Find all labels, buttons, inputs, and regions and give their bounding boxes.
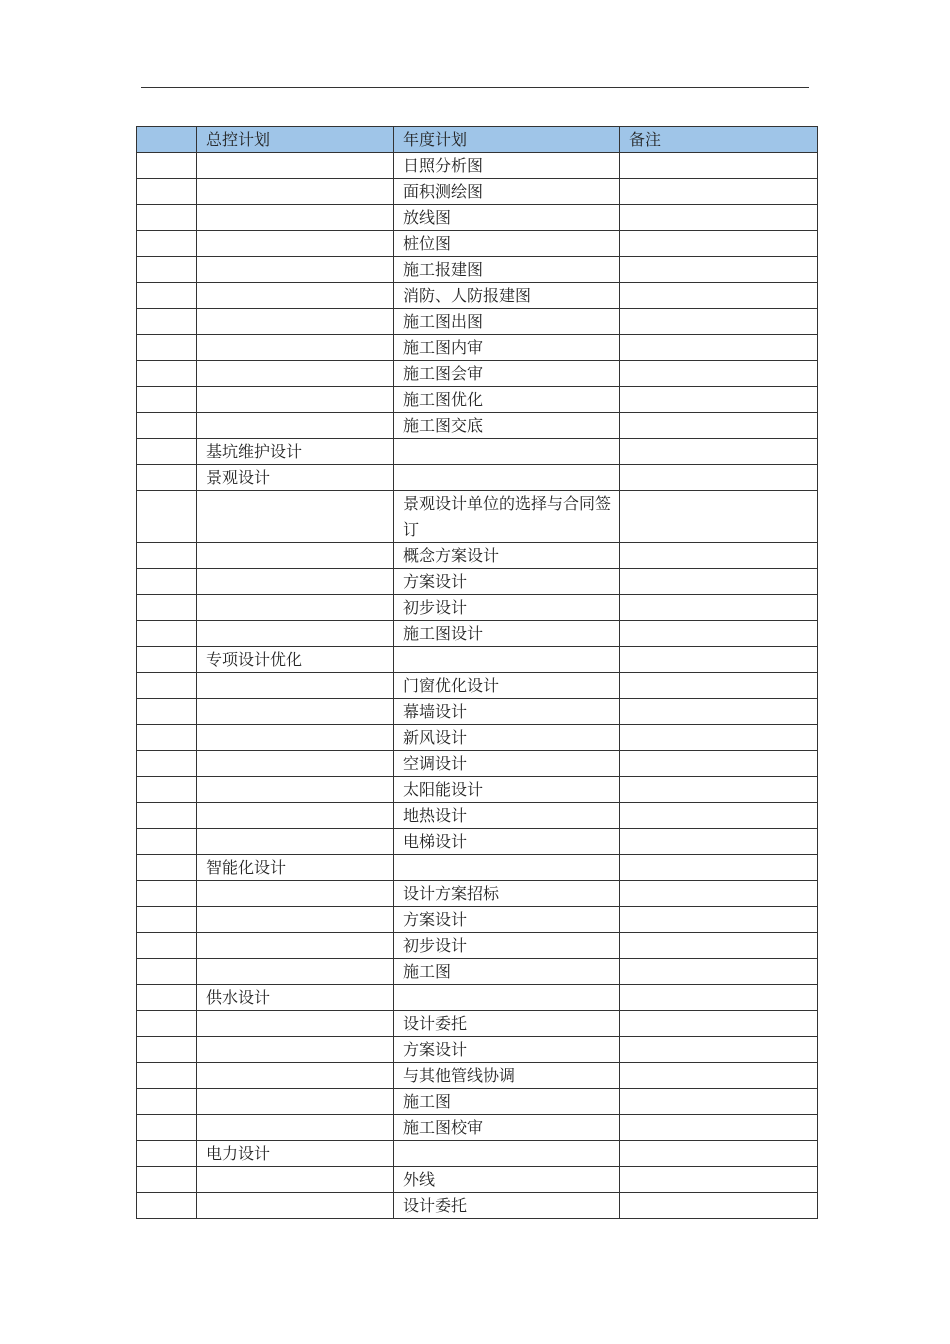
remarks-cell <box>620 465 818 491</box>
remarks-cell <box>620 699 818 725</box>
master-plan-cell <box>197 907 394 933</box>
table-row <box>137 1089 818 1115</box>
annual-plan-cell: 施工图内审 <box>394 335 620 361</box>
annual-plan-cell: 初步设计 <box>394 595 620 621</box>
remarks-cell <box>620 491 818 543</box>
row-index-cell <box>137 309 197 335</box>
table-header-row <box>137 127 818 153</box>
annual-plan-cell: 施工图会审 <box>394 361 620 387</box>
remarks-cell <box>620 439 818 465</box>
table-row <box>137 153 818 179</box>
annual-plan-cell: 放线图 <box>394 205 620 231</box>
row-index-cell <box>137 257 197 283</box>
master-plan-cell <box>197 1167 394 1193</box>
table-row <box>137 231 818 257</box>
master-plan-cell <box>197 387 394 413</box>
master-plan-cell <box>197 699 394 725</box>
row-index-cell <box>137 985 197 1011</box>
master-plan-cell: 基坑维护设计 <box>197 439 394 465</box>
annual-plan-cell: 门窗优化设计 <box>394 673 620 699</box>
row-index-cell <box>137 283 197 309</box>
annual-plan-cell: 施工图校审 <box>394 1115 620 1141</box>
annual-plan-cell: 与其他管线协调 <box>394 1063 620 1089</box>
table-row <box>137 543 818 569</box>
master-plan-cell <box>197 257 394 283</box>
master-plan-cell <box>197 231 394 257</box>
row-index-cell <box>137 569 197 595</box>
annual-plan-cell: 太阳能设计 <box>394 777 620 803</box>
annual-plan-cell: 设计委托 <box>394 1011 620 1037</box>
row-index-cell <box>137 491 197 543</box>
annual-plan-cell: 概念方案设计 <box>394 543 620 569</box>
annual-plan-cell: 桩位图 <box>394 231 620 257</box>
master-plan-cell: 智能化设计 <box>197 855 394 881</box>
master-plan-cell <box>197 933 394 959</box>
master-plan-cell <box>197 1011 394 1037</box>
master-plan-cell <box>197 1089 394 1115</box>
row-index-cell <box>137 673 197 699</box>
master-plan-cell: 专项设计优化 <box>197 647 394 673</box>
annual-plan-cell: 初步设计 <box>394 933 620 959</box>
table-row <box>137 413 818 439</box>
annual-plan-cell: 设计方案招标 <box>394 881 620 907</box>
row-index-cell <box>137 465 197 491</box>
remarks-cell <box>620 1193 818 1219</box>
table-row <box>137 335 818 361</box>
master-plan-cell <box>197 1115 394 1141</box>
master-plan-cell: 景观设计 <box>197 465 394 491</box>
annual-plan-cell: 施工图优化 <box>394 387 620 413</box>
remarks-cell <box>620 1063 818 1089</box>
row-index-cell <box>137 621 197 647</box>
remarks-cell <box>620 257 818 283</box>
annual-plan-cell: 施工图 <box>394 959 620 985</box>
remarks-cell <box>620 881 818 907</box>
remarks-cell <box>620 231 818 257</box>
annual-plan-cell: 日照分析图 <box>394 153 620 179</box>
remarks-cell <box>620 621 818 647</box>
row-index-cell <box>137 933 197 959</box>
master-plan-cell <box>197 569 394 595</box>
remarks-cell <box>620 179 818 205</box>
table-row <box>137 959 818 985</box>
remarks-cell <box>620 725 818 751</box>
row-index-cell <box>137 751 197 777</box>
table-row <box>137 283 818 309</box>
master-plan-cell <box>197 179 394 205</box>
remarks-cell <box>620 829 818 855</box>
plan-table <box>136 126 818 1219</box>
table-row <box>137 699 818 725</box>
remarks-cell <box>620 543 818 569</box>
table-row <box>137 361 818 387</box>
header-index <box>137 127 197 153</box>
annual-plan-cell: 幕墙设计 <box>394 699 620 725</box>
table-row <box>137 647 818 673</box>
master-plan-cell <box>197 361 394 387</box>
master-plan-cell <box>197 153 394 179</box>
row-index-cell <box>137 803 197 829</box>
row-index-cell <box>137 595 197 621</box>
row-index-cell <box>137 179 197 205</box>
table-row <box>137 1037 818 1063</box>
table-row <box>137 933 818 959</box>
table-row <box>137 257 818 283</box>
table-row <box>137 907 818 933</box>
remarks-cell <box>620 959 818 985</box>
master-plan-cell <box>197 543 394 569</box>
master-plan-cell <box>197 725 394 751</box>
table-row <box>137 1141 818 1167</box>
row-index-cell <box>137 1089 197 1115</box>
table-row <box>137 205 818 231</box>
remarks-cell <box>620 153 818 179</box>
remarks-cell <box>620 751 818 777</box>
row-index-cell <box>137 413 197 439</box>
annual-plan-cell: 外线 <box>394 1167 620 1193</box>
master-plan-cell <box>197 1193 394 1219</box>
header-annual-plan: 年度计划 <box>394 127 620 153</box>
table-row <box>137 595 818 621</box>
table-row <box>137 829 818 855</box>
table-row <box>137 569 818 595</box>
table-row <box>137 1011 818 1037</box>
remarks-cell <box>620 387 818 413</box>
remarks-cell <box>620 933 818 959</box>
table-row <box>137 777 818 803</box>
remarks-cell <box>620 673 818 699</box>
master-plan-cell <box>197 751 394 777</box>
row-index-cell <box>137 1167 197 1193</box>
annual-plan-cell: 设计委托 <box>394 1193 620 1219</box>
master-plan-cell <box>197 959 394 985</box>
remarks-cell <box>620 1141 818 1167</box>
annual-plan-cell: 方案设计 <box>394 1037 620 1063</box>
table-row <box>137 309 818 335</box>
master-plan-cell <box>197 335 394 361</box>
annual-plan-cell <box>394 855 620 881</box>
remarks-cell <box>620 855 818 881</box>
annual-plan-cell: 面积测绘图 <box>394 179 620 205</box>
annual-plan-cell <box>394 647 620 673</box>
master-plan-cell <box>197 491 394 543</box>
row-index-cell <box>137 205 197 231</box>
annual-plan-cell <box>394 465 620 491</box>
table-row <box>137 1063 818 1089</box>
row-index-cell <box>137 153 197 179</box>
master-plan-cell <box>197 309 394 335</box>
remarks-cell <box>620 569 818 595</box>
remarks-cell <box>620 985 818 1011</box>
master-plan-cell <box>197 803 394 829</box>
row-index-cell <box>137 1011 197 1037</box>
remarks-cell <box>620 803 818 829</box>
master-plan-cell: 供水设计 <box>197 985 394 1011</box>
table-row <box>137 985 818 1011</box>
remarks-cell <box>620 777 818 803</box>
master-plan-cell <box>197 1063 394 1089</box>
master-plan-cell <box>197 1037 394 1063</box>
remarks-cell <box>620 413 818 439</box>
row-index-cell <box>137 647 197 673</box>
table-row <box>137 1193 818 1219</box>
annual-plan-cell: 地热设计 <box>394 803 620 829</box>
master-plan-cell <box>197 881 394 907</box>
annual-plan-cell: 施工图设计 <box>394 621 620 647</box>
row-index-cell <box>137 907 197 933</box>
table-row <box>137 1115 818 1141</box>
remarks-cell <box>620 283 818 309</box>
master-plan-cell: 电力设计 <box>197 1141 394 1167</box>
table-row <box>137 751 818 777</box>
row-index-cell <box>137 543 197 569</box>
master-plan-cell <box>197 413 394 439</box>
annual-plan-cell: 施工图交底 <box>394 413 620 439</box>
remarks-cell <box>620 1037 818 1063</box>
master-plan-cell <box>197 283 394 309</box>
annual-plan-cell <box>394 1141 620 1167</box>
row-index-cell <box>137 1115 197 1141</box>
remarks-cell <box>620 335 818 361</box>
table-row <box>137 179 818 205</box>
row-index-cell <box>137 1063 197 1089</box>
remarks-cell <box>620 1011 818 1037</box>
header-master-plan: 总控计划 <box>197 127 394 153</box>
annual-plan-cell: 施工报建图 <box>394 257 620 283</box>
page-header-rule <box>141 87 809 88</box>
table-row <box>137 725 818 751</box>
remarks-cell <box>620 1115 818 1141</box>
row-index-cell <box>137 231 197 257</box>
remarks-cell <box>620 205 818 231</box>
table-row <box>137 803 818 829</box>
master-plan-cell <box>197 621 394 647</box>
remarks-cell <box>620 595 818 621</box>
row-index-cell <box>137 361 197 387</box>
table-row <box>137 855 818 881</box>
annual-plan-cell: 景观设计单位的选择与合同签订 <box>394 491 620 543</box>
annual-plan-cell <box>394 439 620 465</box>
row-index-cell <box>137 1193 197 1219</box>
remarks-cell <box>620 907 818 933</box>
annual-plan-cell <box>394 985 620 1011</box>
annual-plan-cell: 空调设计 <box>394 751 620 777</box>
row-index-cell <box>137 1141 197 1167</box>
remarks-cell <box>620 1167 818 1193</box>
table-row <box>137 491 818 543</box>
master-plan-cell <box>197 673 394 699</box>
remarks-cell <box>620 1089 818 1115</box>
row-index-cell <box>137 829 197 855</box>
annual-plan-cell: 方案设计 <box>394 907 620 933</box>
row-index-cell <box>137 439 197 465</box>
row-index-cell <box>137 725 197 751</box>
row-index-cell <box>137 335 197 361</box>
plan-table-body <box>137 153 818 1219</box>
master-plan-cell <box>197 595 394 621</box>
row-index-cell <box>137 855 197 881</box>
row-index-cell <box>137 699 197 725</box>
table-row <box>137 439 818 465</box>
table-row <box>137 387 818 413</box>
annual-plan-cell: 方案设计 <box>394 569 620 595</box>
remarks-cell <box>620 309 818 335</box>
table-row <box>137 881 818 907</box>
annual-plan-cell: 消防、人防报建图 <box>394 283 620 309</box>
annual-plan-cell: 新风设计 <box>394 725 620 751</box>
annual-plan-cell: 电梯设计 <box>394 829 620 855</box>
row-index-cell <box>137 1037 197 1063</box>
table-row <box>137 621 818 647</box>
remarks-cell <box>620 361 818 387</box>
master-plan-cell <box>197 777 394 803</box>
table-row <box>137 1167 818 1193</box>
row-index-cell <box>137 881 197 907</box>
header-remarks: 备注 <box>620 127 818 153</box>
row-index-cell <box>137 387 197 413</box>
remarks-cell <box>620 647 818 673</box>
annual-plan-cell: 施工图出图 <box>394 309 620 335</box>
master-plan-cell <box>197 205 394 231</box>
master-plan-cell <box>197 829 394 855</box>
row-index-cell <box>137 777 197 803</box>
annual-plan-cell: 施工图 <box>394 1089 620 1115</box>
table-row <box>137 673 818 699</box>
row-index-cell <box>137 959 197 985</box>
table-row <box>137 465 818 491</box>
